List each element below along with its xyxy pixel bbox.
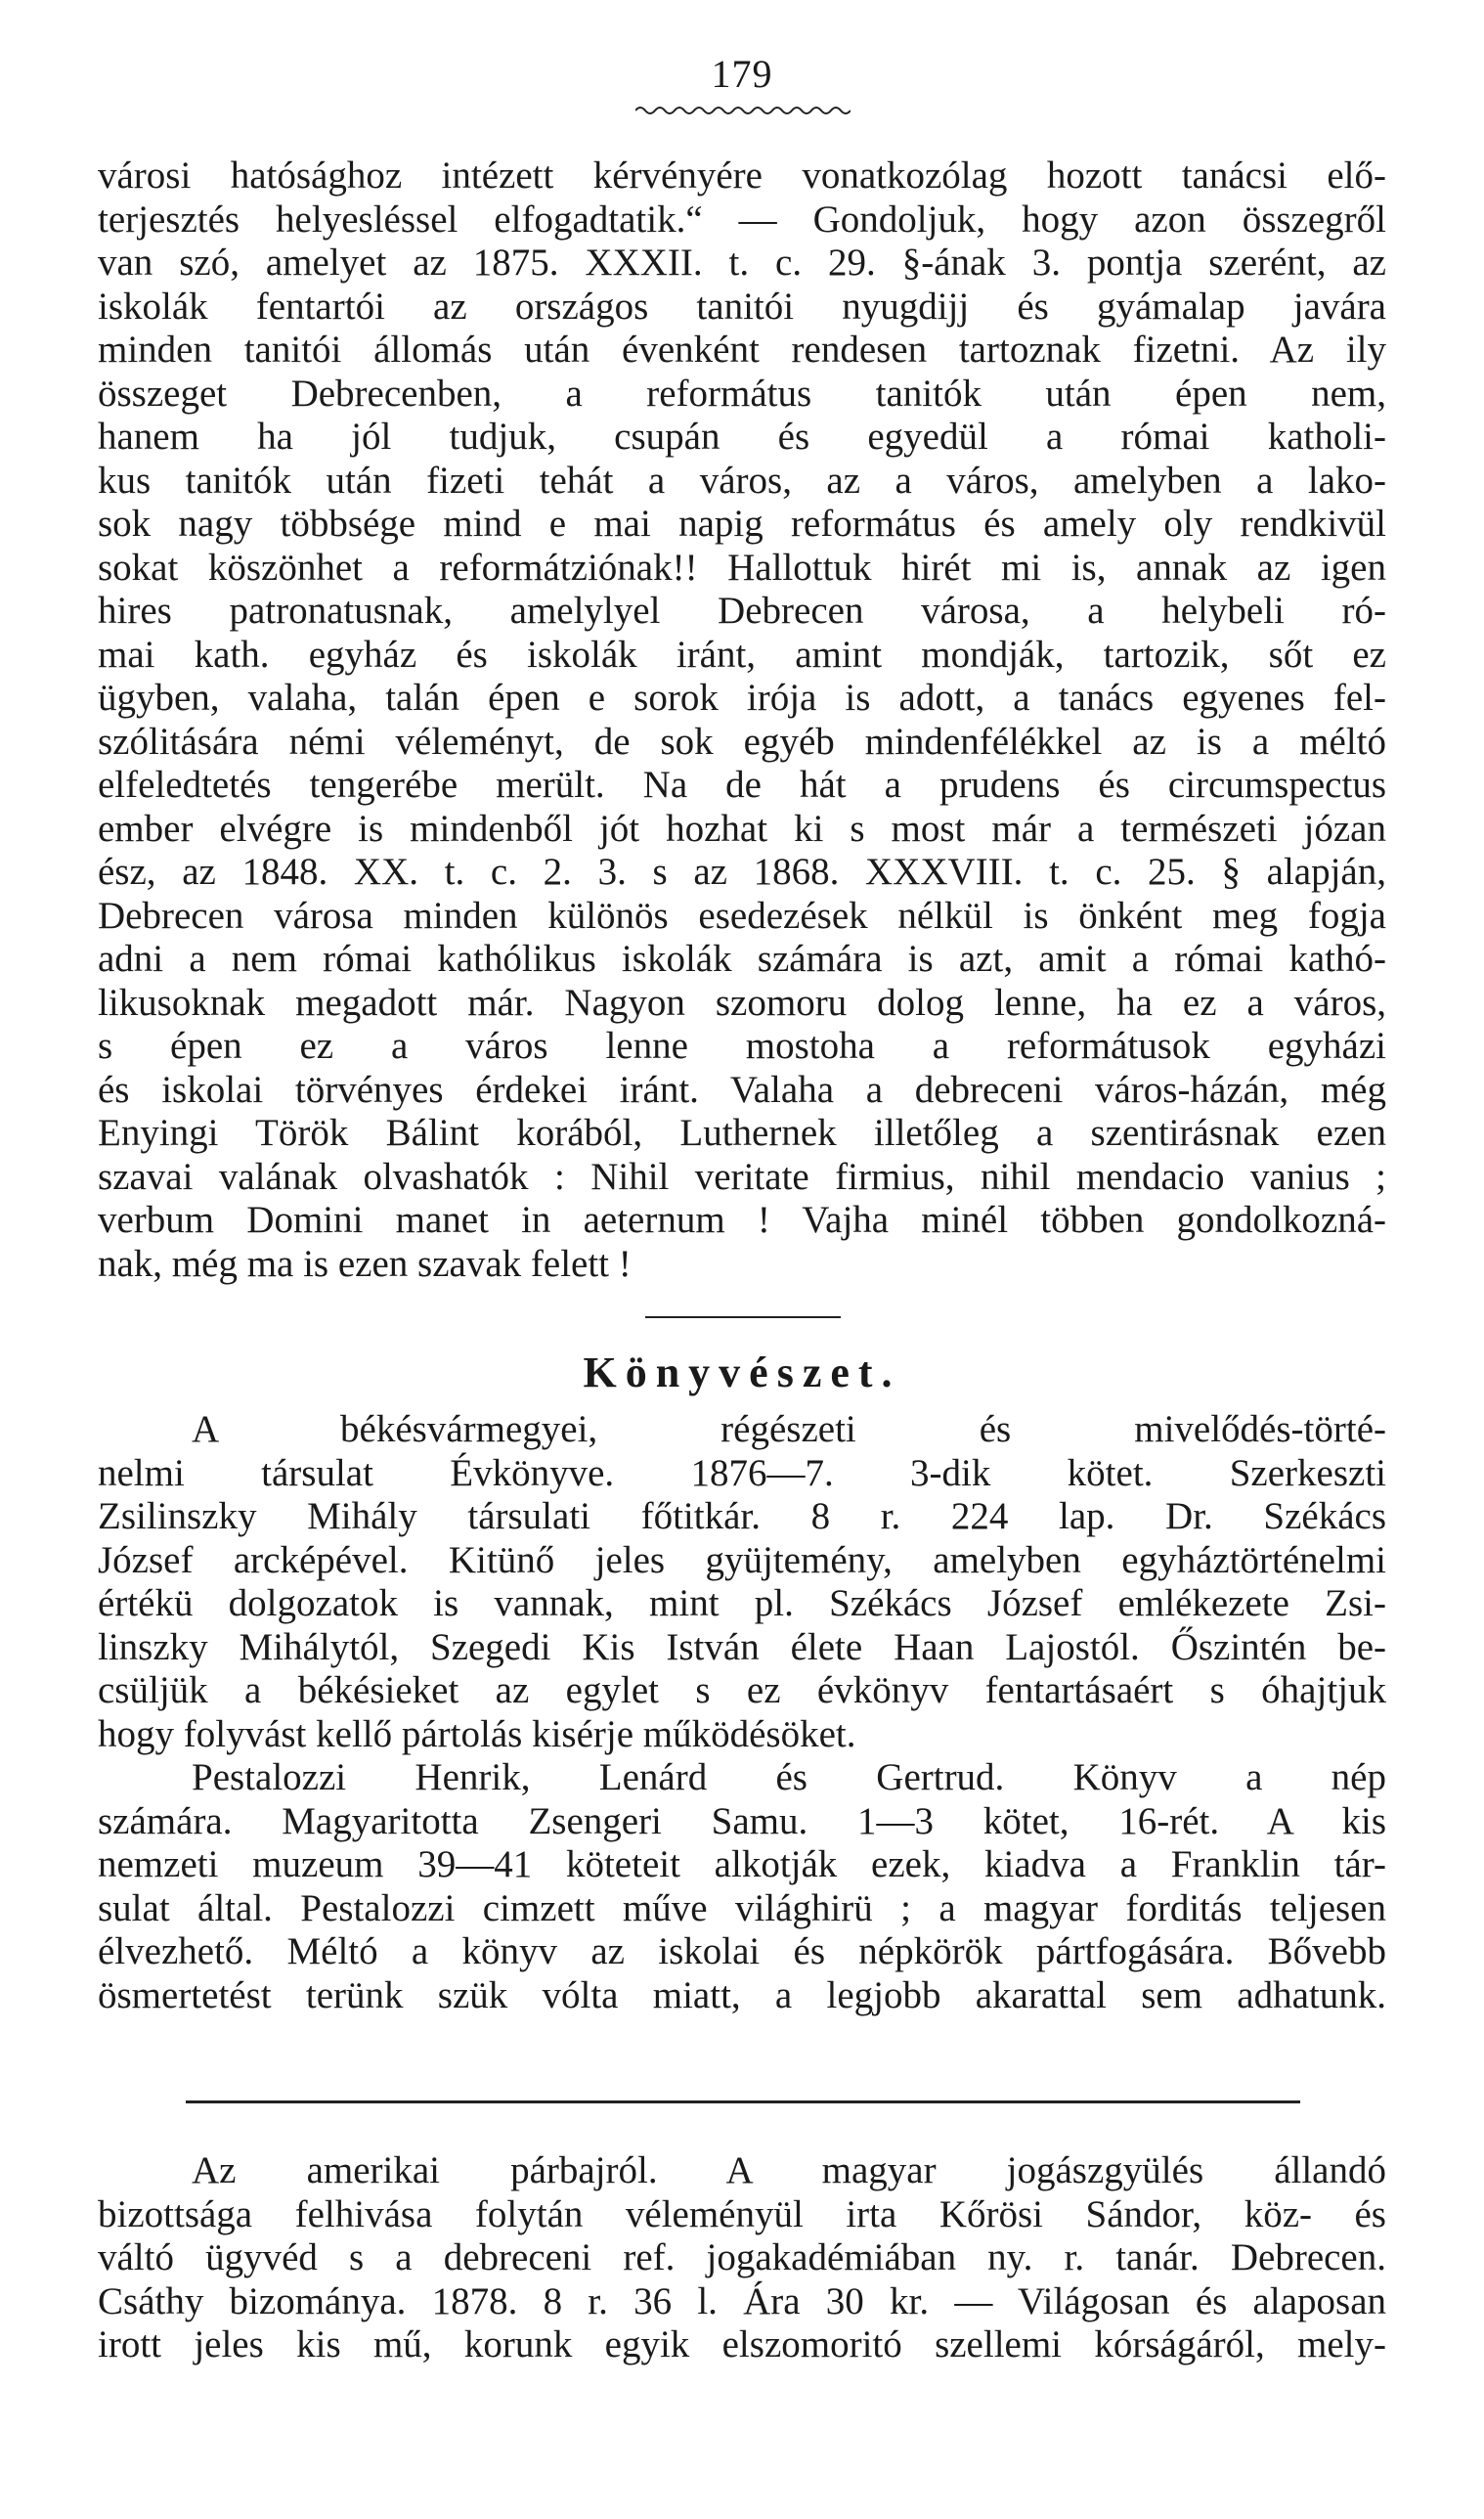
text-line: verbum Domini manet in aeternum ! Vajha minél többen gondolkozná- — [98, 1199, 1386, 1241]
text-line: Pestalozzi Henrik, Lenárd és Gertrud. Könyv a nép — [192, 1756, 1386, 1798]
text-line: Az amerikai párbajról. A magyar jogászgyülés állandó — [192, 2149, 1386, 2191]
text-line: iskolák fentartói az országos tanitói nyugdijj és gyámalap javára — [98, 285, 1386, 328]
text-line: minden tanitói állomás után évenként rendesen tartoznak fizetni. Az ily — [98, 329, 1386, 371]
text-line: sulat által. Pestalozzi cimzett műve világhirü ; a magyar forditás teljesen — [98, 1886, 1386, 1929]
book-review-section — [98, 2149, 1386, 2367]
page-number: 179 — [711, 52, 773, 96]
text-line: szólitására némi véleményt, de sok egyéb mindenfélékkel az is a méltó — [98, 720, 1386, 763]
text-line: van szó, amelyet az 1875. XXXII. t. c. 29. §-ának 3. pontja szerént, az — [98, 242, 1386, 284]
text-line: ész, az 1848. XX. t. c. 2. 3. s az 1868. XXXVIII. t. c. 25. § alapján, — [98, 851, 1386, 893]
text-line: nak, még ma is ezen szavak felett ! — [98, 1242, 632, 1285]
text-line: Csáthy bizománya. 1878. 8 r. 36 l. Ára 30 kr. — Világosan és alaposan — [98, 2279, 1386, 2322]
text-line: adni a nem római kathólikus iskolák számára is azt, amit a római kathó- — [98, 938, 1386, 980]
text-line: linszky Mihálytól, Szegedi Kis István élete Haan Lajostól. Őszintén be- — [98, 1625, 1386, 1668]
text-line: sok nagy többsége mind e mai napig református és amely oly rendkivül — [98, 503, 1386, 545]
main-paragraph — [98, 155, 1386, 1286]
text-line: értékü dolgozatok is vannak, mint pl. Székács József emlékezete Zsi- — [98, 1582, 1386, 1624]
text-line: likusoknak megadott már. Nagyon szomoru dolog lenne, ha ez a város, — [98, 981, 1386, 1024]
text-line: hogy folyvást kellő pártolás kisérje működésöket. — [98, 1712, 856, 1755]
text-line: kus tanitók után fizeti tehát a város, az a város, amelyben a lako- — [98, 459, 1386, 502]
divider-rule — [186, 2100, 1300, 2103]
text-line: sokat köszönhet a reformátziónak!! Hallottuk hirét mi is, annak az igen — [98, 546, 1386, 589]
text-line: szavai valának olvashatók : Nihil veritate firmius, nihil mendacio vanius ; — [98, 1155, 1386, 1198]
text-line: ember elvégre is mindenből jót hozhat ki s most már a természeti józan — [98, 807, 1386, 850]
bibliography-section — [98, 1408, 1386, 2017]
text-line: bizottsága felhivása folytán véleményül irta Kőrösi Sándor, köz- és — [98, 2192, 1386, 2235]
text-line: hires patronatusnak, amelylyel Debrecen városa, a helybeli ró- — [98, 590, 1386, 632]
text-line: hanem ha jól tudjuk, csupán és egyedül a római katholi- — [98, 416, 1386, 458]
text-line: s épen ez a város lenne mostoha a reformátusok egyházi — [98, 1025, 1386, 1067]
section-heading: Könyvészet. — [583, 1348, 901, 1396]
text-line: csüljük a békésieket az egylet s ez évkönyv fentartásaért s óhajtjuk — [98, 1669, 1386, 1711]
text-line: A békésvármegyei, régészeti és mivelődés-törté- — [192, 1408, 1386, 1450]
text-line: nemzeti muzeum 39—41 köteteit alkotják ezek, kiadva a Franklin tár- — [98, 1843, 1386, 1885]
text-line: irott jeles kis mű, korunk egyik elszomoritó szellemi kórságáról, mely- — [98, 2323, 1386, 2365]
ornament-wavy-line — [635, 104, 851, 117]
text-line: összeget Debrecenben, a református tanitók után épen nem, — [98, 372, 1386, 415]
text-line: elfeledtetés tengerébe merült. Na de hát a prudens és circumspectus — [98, 764, 1386, 806]
divider-rule — [645, 1316, 841, 1318]
text-line: mai kath. egyház és iskolák iránt, amint mondják, tartozik, sőt ez — [98, 633, 1386, 676]
text-line: és iskolai törvényes érdekei iránt. Valaha a debreceni város-házán, még — [98, 1068, 1386, 1111]
text-line: váltó ügyvéd s a debreceni ref. jogakadémiában ny. r. tanár. Debrecen. — [98, 2236, 1386, 2278]
text-line: ösmertetést terünk szük vólta miatt, a legjobb akarattal sem adhatunk. — [98, 1973, 1386, 2016]
text-line: városi hatósághoz intézett kérvényére vonatkozólag hozott tanácsi elő- — [98, 155, 1386, 197]
text-line: Enyingi Török Bálint korából, Luthernek illetőleg a szentirásnak ezen — [98, 1112, 1386, 1154]
text-line: terjesztés helyesléssel elfogadtatik.“ — Gondoljuk, hogy azon összegről — [98, 198, 1386, 241]
text-line: nelmi társulat Évkönyve. 1876—7. 3-dik kötet. Szerkeszti — [98, 1451, 1386, 1494]
text-line: József arcképével. Kitünő jeles gyüjtemény, amelyben egyháztörténelmi — [98, 1538, 1386, 1581]
text-line: élvezhető. Méltó a könyv az iskolai és népkörök pártfogására. Bővebb — [98, 1930, 1386, 1972]
text-line: számára. Magyaritotta Zsengeri Samu. 1—3 kötet, 16-rét. A kis — [98, 1799, 1386, 1842]
text-line: Debrecen városa minden különös esedezések nélkül is önként meg fogja — [98, 894, 1386, 937]
text-line: Zsilinszky Mihály társulati főtitkár. 8 r. 224 lap. Dr. Székács — [98, 1495, 1386, 1537]
text-line: ügyben, valaha, talán épen e sorok irója is adott, a tanács egyenes fel- — [98, 677, 1386, 719]
